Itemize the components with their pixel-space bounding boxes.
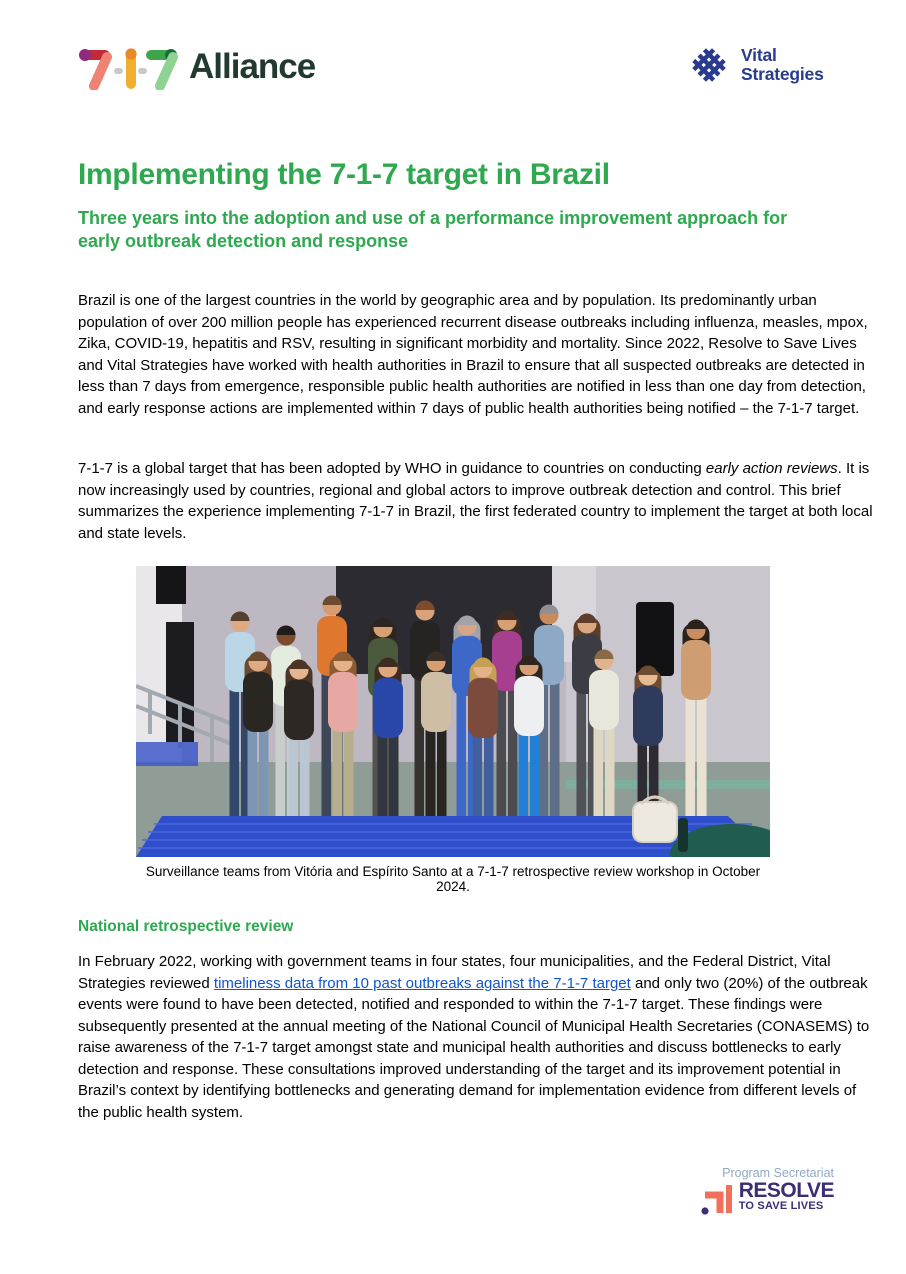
- p2-italic-early-action-reviews: early action reviews: [705, 460, 838, 477]
- alliance-wordmark: Alliance: [189, 47, 316, 86]
- rsl-line2: TO SAVE LIVES: [738, 1200, 824, 1212]
- vital-strategies-logo: [686, 42, 824, 88]
- vital-wordmark: [741, 46, 824, 84]
- vital-weave-icon: [686, 42, 732, 88]
- vital-line1: Vital: [741, 45, 777, 65]
- paragraph-global-target: [78, 458, 875, 544]
- paragraph-intro: Brazil is one of the largest countries in the world by geographic area and by population. Its predominantly urban population of over 200 million people has experienced recurrent disease outbreaks including influenza, measles, mpox, Zika, COVID-19, hepatitis and RSV, resulting in significant morbidity and mortality. Since 2022, Resolve to Save Lives and Vital Strategies have worked with health authorities in Brazil to ensure that all suspected outbreaks are detected in less than 7 days from emergence, responsible public health authorities are notified in less than one day from detection, and early response actions are implemented within 7 days of public health authorities being notified – the 7-1-7 target.: [78, 292, 868, 417]
- timeliness-data-link[interactable]: timeliness data from 10 past outbreaks against the 7-1-7 target: [213, 974, 631, 992]
- program-secretariat-label: Program Secretariat: [722, 1166, 834, 1180]
- page-subtitle: Three years into the adoption and use of a performance improvement approach for early outbreak detection and response: [78, 208, 788, 251]
- vital-line2: Strategies: [741, 64, 824, 84]
- resolve-to-save-lives-logo: [78, 1179, 834, 1216]
- photo-caption: Surveillance teams from Vitória and Espírito Santo at a 7-1-7 retrospective review workshop in October 2024.: [145, 864, 761, 894]
- section-heading-national-retrospective-review: National retrospective review: [78, 918, 294, 935]
- 717-alliance-logo: [76, 44, 315, 90]
- rsl-wordmark: [738, 1179, 834, 1212]
- rsl-line1: RESOLVE: [738, 1179, 834, 1202]
- 717-mark-icon: [76, 44, 188, 90]
- page-title: Implementing the 7-1-7 target in Brazil: [78, 158, 610, 191]
- p3-post: and only two (20%) of the outbreak events were found to have been detected, notified and responded to within the 7-1-7 target. These findings were subsequently presented at the annual meeting of the National Council of Municipal Health Secretaries (CONASEMS) to raise awareness of the 7-1-7 target amongst state and municipal health authorities and discuss bottlenecks to early detection and response. These consultations improved understanding of the target and its improvement potential in Brazil’s context by identifying bottlenecks and generating demand for implementation evidence from different levels of the public health system.: [78, 974, 870, 1121]
- rsl-mark-icon: [700, 1182, 732, 1216]
- workshop-photo: [136, 566, 770, 857]
- p2-post: . It is now increasingly used by countries, regional and global actors to improve outbreak detection and control. This brief summarizes the experience implementing 7-1-7 in Brazil, the first federated country to implement the target at both local and state levels.: [78, 460, 873, 542]
- paragraph-national-review: [78, 951, 875, 1123]
- p2-pre: 7-1-7 is a global target that has been adopted by WHO in guidance to countries on conducting: [78, 460, 706, 477]
- p3-pre: In February 2022, working with government teams in four states, four municipalities, and the Federal District, Vital Strategies reviewed: [78, 953, 831, 992]
